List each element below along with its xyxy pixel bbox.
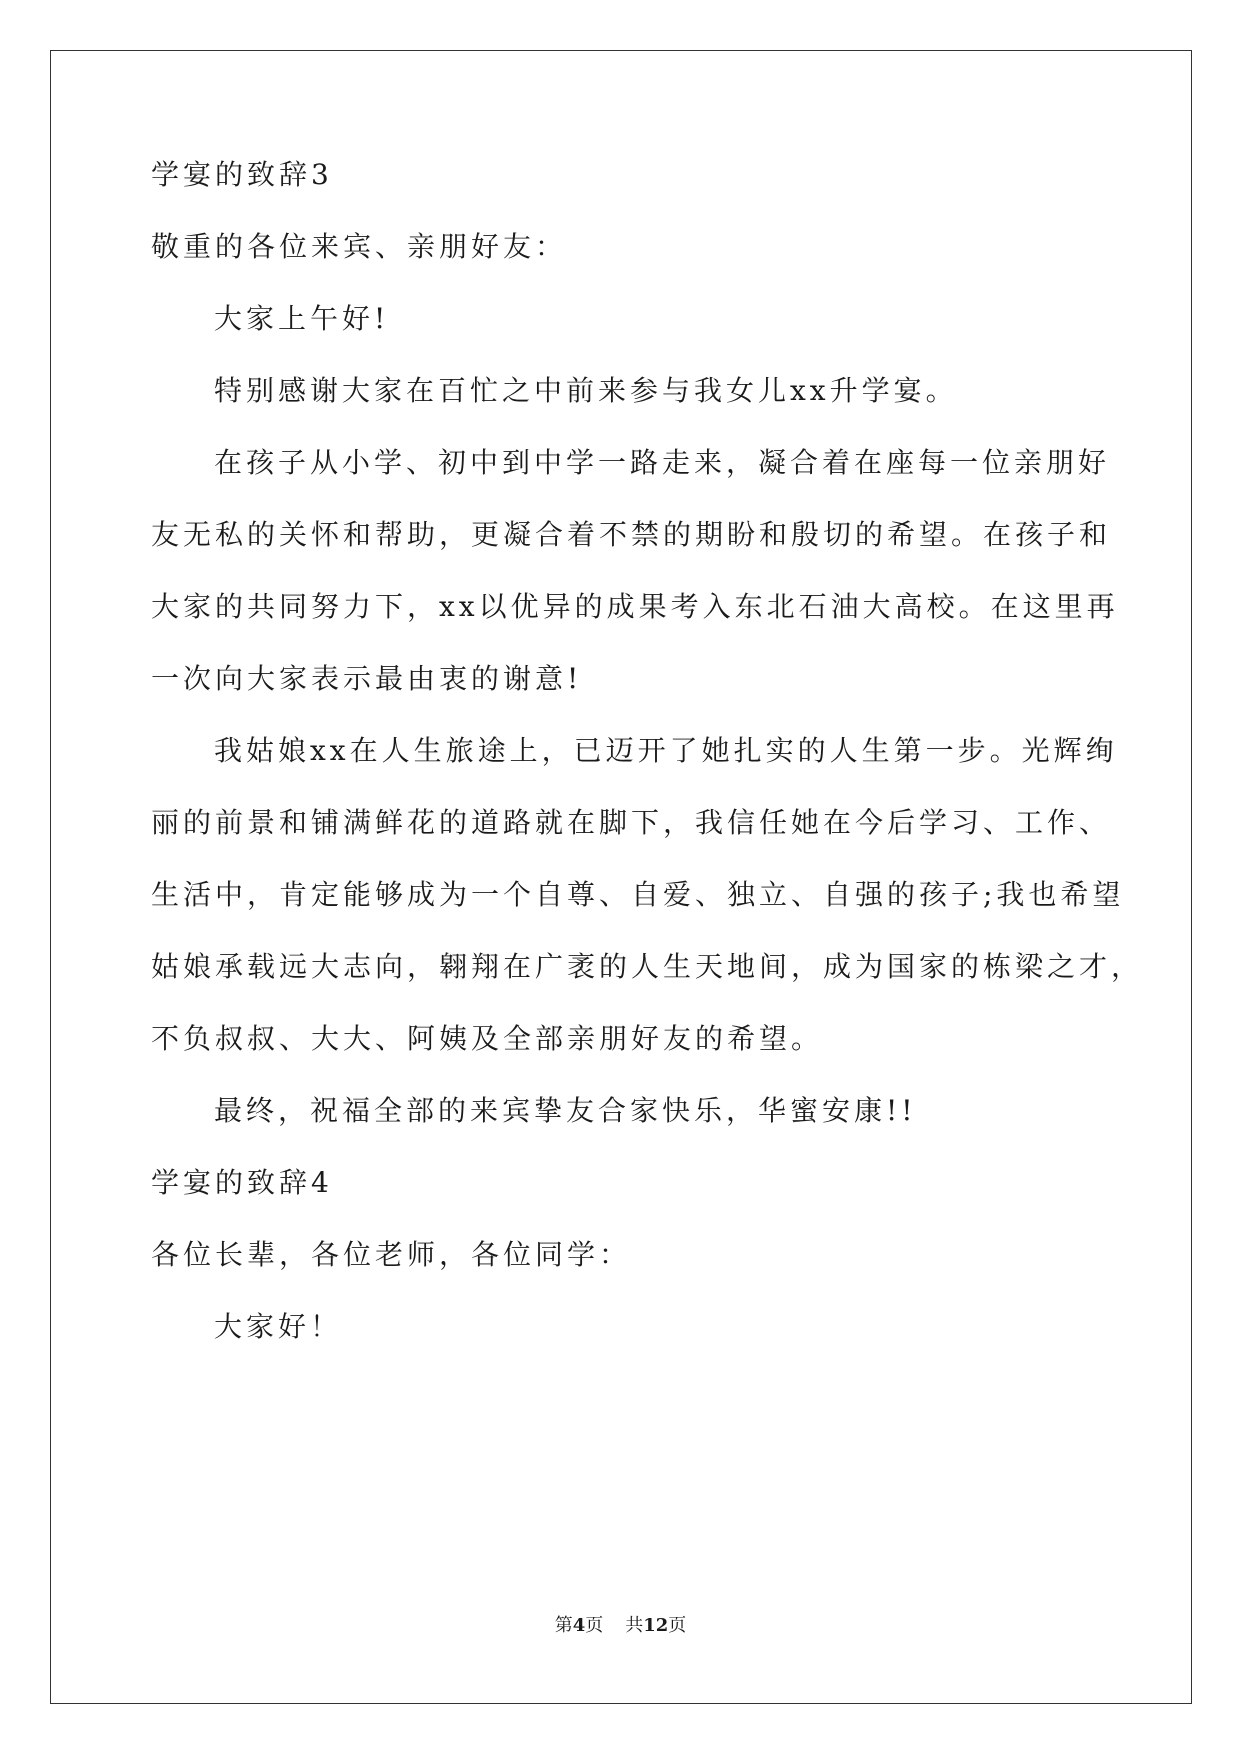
page-total: 12 <box>643 1615 669 1636</box>
paragraph-line: 一次向大家表示最由衷的谢意! <box>151 662 583 695</box>
paragraph-line: 我姑娘xx在人生旅途上，已迈开了她扎实的人生第一步。光辉绚 <box>214 734 1118 767</box>
paragraph-line: 大家好！ <box>214 1310 343 1343</box>
paragraph-line: 姑娘承载远大志向，翱翔在广袤的人生天地间，成为国家的栋梁之才， <box>151 950 1144 983</box>
salutation: 各位长辈，各位老师，各位同学： <box>151 1238 632 1271</box>
paragraph-line: 特别感谢大家在百忙之中前来参与我女儿xx升学宴。 <box>214 374 958 407</box>
paragraph-line: 大家上午好! <box>214 302 390 335</box>
page-number-label: 第4页 <box>554 1615 604 1636</box>
paragraph-line: 生活中，肯定能够成为一个自尊、自爱、独立、自强的孩子;我也希望 <box>151 878 1125 911</box>
paragraph-line: 大家的共同努力下，xx以优异的成果考入东北石油大高校。在这里再 <box>151 590 1119 623</box>
page-total-label: 共12页 <box>625 1615 687 1636</box>
paragraph-line: 友无私的关怀和帮助，更凝合着不禁的期盼和殷切的希望。在孩子和 <box>151 518 1112 551</box>
salutation: 敬重的各位来宾、亲朋好友： <box>151 230 568 263</box>
paragraph-line: 不负叔叔、大大、阿姨及全部亲朋好友的希望。 <box>151 1022 824 1055</box>
section-heading: 学宴的致辞3 <box>151 158 333 191</box>
page-number: 4 <box>572 1615 586 1636</box>
paragraph-line: 丽的前景和铺满鲜花的道路就在脚下，我信任她在今后学习、工作、 <box>151 806 1112 839</box>
paragraph-line: 在孩子从小学、初中到中学一路走来，凝合着在座每一位亲朋好 <box>214 446 1111 479</box>
section-heading: 学宴的致辞4 <box>151 1166 333 1199</box>
page-footer <box>0 1614 1241 1638</box>
paragraph-line: 最终，祝福全部的来宾挚友合家快乐，华蜜安康!! <box>214 1094 917 1127</box>
